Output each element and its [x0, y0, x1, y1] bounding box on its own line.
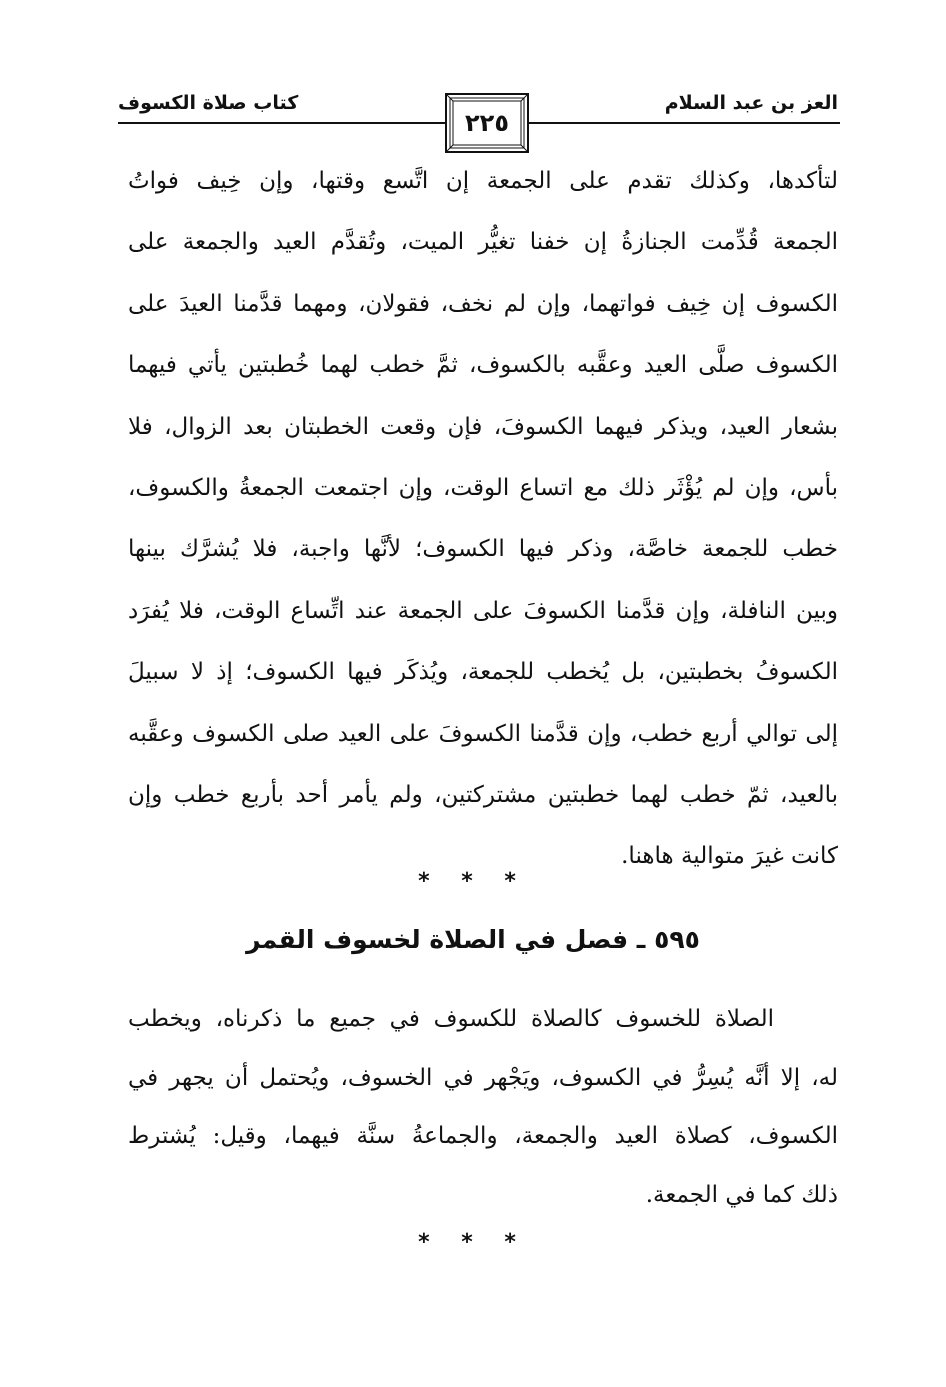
running-head-book-title: كتاب صلاة الكسوف: [118, 92, 299, 114]
text-line: الجمعة قُدِّمت الجنازةُ إن خفنا تغيُّر الميت، وتُقدَّم العيد والجمعة على: [128, 229, 838, 256]
text-line: بشعار العيد، ويذكر فيهما الكسوفَ، فإن وقعت الخطبتان بعد الزوال، فلا: [128, 413, 838, 440]
text-line: إلى توالي أربع خطب، وإن قدَّمنا الكسوفَ على العيد صلى الكسوف وعقَّبه: [128, 720, 838, 747]
page-number: ٢٢٥: [465, 109, 509, 137]
text-line: الكسوف، كصلاة العيد والجمعة، والجماعةُ سنَّة فيهما، وقيل: يُشترط: [128, 1123, 838, 1149]
text-line: بأس، وإن لم يُؤْثَر ذلك مع اتساع الوقت، وإن اجتمعت الجمعةُ والكسوف،: [128, 474, 838, 501]
text-line: الكسوف صلَّى العيد وعقَّبه بالكسوف، ثمَّ خطب لهما خُطبتين يأتي فيهما: [128, 352, 838, 379]
section-separator: * * *: [418, 1230, 528, 1255]
text-line: ذلك كما في الجمعة.: [645, 1181, 838, 1208]
text-line: بالعيد، ثمّ خطب لهما خطبتين مشتركتين، ولم يأمر أحد بأربع خطب وإن: [128, 781, 838, 808]
section-paragraph: [128, 990, 838, 1224]
text-line: الكسوفُ بخطبتين، بل يُخطب للجمعة، ويُذكَر فيها الكسوف؛ إذ لا سبيلَ: [128, 659, 838, 686]
text-line: له، إلا أنَّه يُسِرُّ في الكسوف، ويَجْهر في الخسوف، ويُحتمل أن يجهر في: [128, 1064, 838, 1091]
main-paragraph: [128, 151, 838, 888]
text-line: خطب للجمعة خاصَّة، وذكر فيها الكسوف؛ لأنَّها واجبة، فلا يُشرَّك بينها: [128, 536, 838, 563]
page-number-frame: [445, 93, 529, 153]
text-line: لتأكدها، وكذلك تقدم على الجمعة إن اتَّسع وقتها، وإن خِيف فواتُ: [128, 168, 838, 194]
text-line: وبين النافلة، وإن قدَّمنا الكسوفَ على الجمعة عند اتِّساع الوقت، فلا يُفرَد: [128, 597, 838, 624]
text-line: الكسوف إن خِيف فواتهما، وإن لم نخف، فقولان، ومهما قدَّمنا العيدَ على: [128, 290, 838, 317]
section-separator: * * *: [418, 869, 528, 894]
text-line: الصلاة للخسوف كالصلاة للكسوف في جميع ما ذكرناه، ويخطب: [128, 1006, 774, 1032]
text-line: كانت غيرَ متوالية هاهنا.: [621, 843, 838, 870]
running-head-author: العز بن عبد السلام: [664, 92, 838, 114]
section-heading: ٥٩٥ ـ فصل في الصلاة لخسوف القمر: [246, 925, 700, 954]
